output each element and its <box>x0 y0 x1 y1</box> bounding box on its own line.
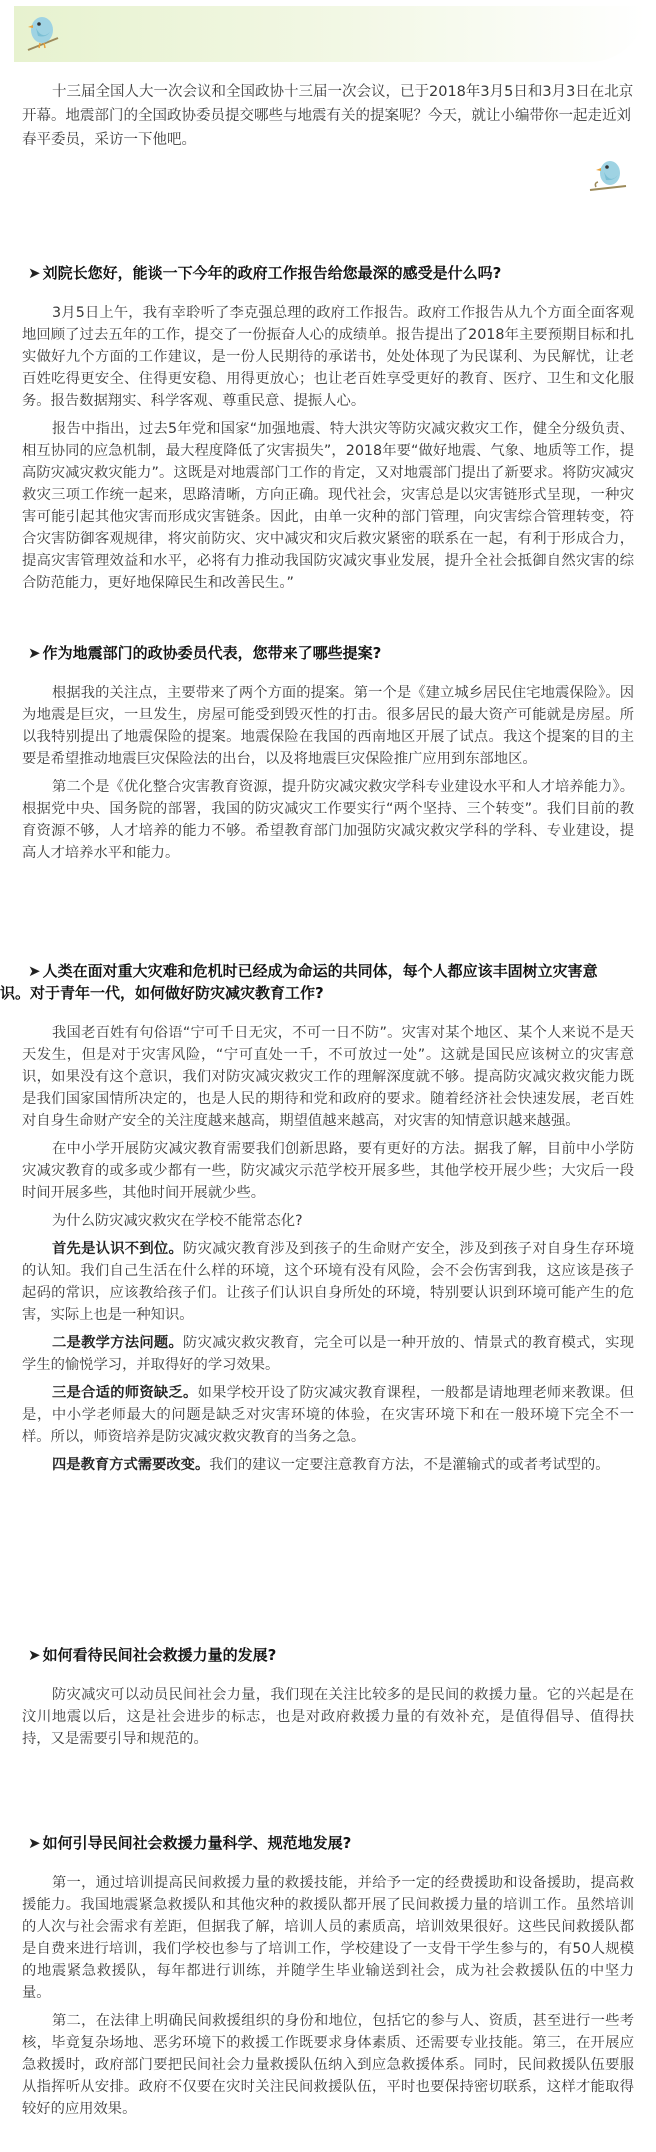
answer-paragraph: 三是合适的师资缺乏。如果学校开设了防灾减灾教育课程，一般都是请地理老师来教课。但是，中小学老师最大的问题是缺乏对灾害环境的体验，在灾害环境下和在一般环境下完全不一样。所以，师资培养是防灾减灾救灾教育的当务之急。 <box>22 1385 635 1445</box>
arrow-icon: ➤ <box>28 644 41 662</box>
answer-paragraph: 为什么防灾减灾救灾在学校不能常态化? <box>52 1213 303 1229</box>
question-heading-continued: 识。对于青年一代，如何做好防灾减灾教育工作? <box>0 984 324 1002</box>
answer-paragraph: 我国老百姓有句俗语“宁可千日无灾，不可一日不防”。灾害对某个地区、某个人来说不是天天发生，但是对于灾害风险，“宁可直处一千，不可放过一处”。这就是国民应该树立的灾害意识，如果没有这个意识，我们对防灾减灾救灾工作的理解深度就不够。提高防灾减灾救灾能力既是我们国家国情所决定的，也是人民的期待和党和政府的要求。随着经济社会快速发展，老百姓对自身生命财产安全的关注度越来越高，期望值越来越高，对灾害的知情意识越来越强。 <box>22 1025 634 1129</box>
arrow-icon: ➤ <box>28 1834 41 1852</box>
answer-paragraph: 二是教学方法问题。防灾减灾救灾教育，完全可以是一种开放的、情景式的教育模式，实现学生的愉悦学习，并取得好的学习效果。 <box>22 1335 635 1373</box>
question-heading: ➤ 作为地震部门的政协委员代表，您带来了哪些提案? <box>28 644 382 662</box>
qa-section-1 <box>0 262 656 600</box>
header-banner <box>0 0 656 180</box>
answer-paragraph: 第二，在法律上明确民间救援组织的身份和地位，包括它的参与人、资质，甚至进行一些考核，毕竟复杂场地、恶劣环境下的救援工作既要求身体素质、还需要专业技能。第三，在开展应急救援时，政府部门要把民间社会力量救援队伍纳入到应急救援体系。同时，民间救援队伍要服从指挥听从安排。政府不仅要在灾时关注民间救援队伍，平时也要保持密切联系，这样才能取得较好的应用效果。 <box>22 2013 634 2117</box>
header-gradient-band <box>14 6 646 62</box>
question-heading: ➤ 人类在面对重大灾难和危机时已经成为命运的共同体，每个人都应该丰固树立灾害意 <box>28 962 598 980</box>
answer-paragraph: 第二个是《优化整合灾害教育资源，提升防灾减灾救灾学科专业建设水平和人才培养能力》。根据党中央、国务院的部署，我国的防灾减灾工作要实行“两个坚持、三个转变”。我们目前的教育资源不够，人才培养的能力不够。希望教育部门加强防灾减灾救灾学科的学科、专业建设，提高人才培养水平和能力。 <box>22 779 634 861</box>
qa-section-2 <box>0 642 656 870</box>
answer-paragraph: 根据我的关注点，主要带来了两个方面的提案。第一个是《建立城乡居民住宅地震保险》。因为地震是巨灾，一旦发生，房屋可能受到毁灭性的打击。很多居民的最大资产可能就是房屋。所以我特别提出了地震保险的提案。地震保险在我国的西南地区开展了试点。我这个提案的目的主要是希望推动地震巨灾保险法的出台，以及将地震巨灾保险推广应用到东部地区。 <box>22 685 634 767</box>
bold-lead: 四是教育方式需要改变。 <box>52 1457 210 1473</box>
answer-paragraph: 首先是认识不到位。防灾减灾教育涉及到孩子的生命财产安全，涉及到孩子对自身生存环境的认知。我们自己生活在什么样的环境，这个环境有没有风险，会不会伤害到我，这应该是孩子起码的常识，应该教给孩子们。让孩子们认识自身所处的环境，特别要认识到环境可能产生的危害，实际上也是一种知识。 <box>22 1241 635 1323</box>
bold-lead: 首先是认识不到位。 <box>52 1241 184 1257</box>
answer-paragraph: 第一，通过培训提高民间救援力量的救援技能，并给予一定的经费援助和设备援助，提高救援能力。我国地震紧急救援队和其他灾种的救援队都开展了民间救援力量的培训工作。虽然培训的人次与社会需求有差距，但据我了解，培训人员的素质高，培训效果很好。这些民间救援队都是自费来进行培训，我们学校也参与了培训工作，学校建设了一支骨干学生参与的，有50人规模的地震紧急救援队，每年都进行训练，并随学生毕业输送到社会，成为社会救援队伍的中坚力量。 <box>22 1875 634 2001</box>
bold-lead: 二是教学方法问题。 <box>52 1335 184 1351</box>
arrow-icon: ➤ <box>28 1646 41 1664</box>
qa-section-3 <box>0 960 656 1482</box>
answer-paragraph: 四是教育方式需要改变。我们的建议一定要注意教育方法，不是灌输式的或者考试型的。 <box>52 1457 610 1473</box>
bird-icon <box>588 156 628 196</box>
bold-lead: 三是合适的师资缺乏。 <box>52 1385 198 1401</box>
arrow-icon: ➤ <box>28 962 41 980</box>
answer-paragraph: 3月5日上午，我有幸聆听了李克强总理的政府工作报告。政府工作报告从九个方面全面客观地回顾了过去五年的工作，提交了一份振奋人心的成绩单。报告提出了2018年主要预期目标和扎实做好九个方面的工作建议，是一份人民期待的承诺书，处处体现了为民谋利、为民解忧，让老百姓吃得更安全、住得更安稳、用得更放心；也让老百姓享受更好的教育、医疗、卫生和文化服务。报告数据翔实、科学客观、尊重民意、提振人心。 <box>22 305 634 409</box>
qa-section-5 <box>0 1832 656 2126</box>
answer-paragraph: 防灾减灾可以动员民间社会力量，我们现在关注比较多的是民间的救援力量。它的兴起是在汶川地震以后，这是社会进步的标志，也是对政府救援力量的有效补充，是值得倡导、值得扶持，又是需要引导和规范的。 <box>22 1687 634 1747</box>
bird-icon <box>24 10 60 54</box>
answer-paragraph: 报告中指出，过去5年党和国家“加强地震、特大洪灾等防灾减灾救灾工作，健全分级负责、相互协同的应急机制，最大程度降低了灾害损失”，2018年要“做好地震、气象、地质等工作，提高防灾减灾救灾能力”。这既是对地震部门工作的肯定，又对地震部门提出了新要求。将防灾减灾救灾三项工作统一起来，思路清晰，方向正确。现代社会，灾害总是以灾害链形式呈现，一种灾害可能引起其他灾害而形成灾害链条。因此，由单一灾种的部门管理，向灾害综合管理转变，符合灾害防御客观规律，将灾前防灾、灾中减灾和灾后救灾紧密的联系在一起，有利于形成合力，提高灾害管理效益和水平，必将有力推动我国防灾减灾事业发展，提升全社会抵御自然灾害的综合防范能力，更好地保障民生和改善民生。” <box>22 421 634 591</box>
question-heading: ➤ 如何看待民间社会救援力量的发展? <box>28 1646 277 1664</box>
answer-paragraph: 在中小学开展防灾减灾教育需要我们创新思路，要有更好的方法。据我了解，目前中小学防灾减灾教育的或多或少都有一些，防灾减灾示范学校开展多些，其他学校开展少些；大灾后一段时间开展多些，其他时间开展就少些。 <box>22 1141 634 1201</box>
question-heading: ➤ 刘院长您好，能谈一下今年的政府工作报告给您最深的感受是什么吗? <box>28 264 502 282</box>
arrow-icon: ➤ <box>28 264 41 282</box>
intro-paragraph: 十三届全国人大一次会议和全国政协十三届一次会议，已于2018年3月5日和3月3日在北京开幕。地震部门的全国政协委员提交哪些与地震有关的提案呢？今天，就让小编带你一起走近刘春平委员，采访一下他吧。 <box>22 84 634 148</box>
qa-section-4 <box>0 1644 656 1756</box>
question-heading: ➤ 如何引导民间社会救援力量科学、规范地发展? <box>28 1834 352 1852</box>
